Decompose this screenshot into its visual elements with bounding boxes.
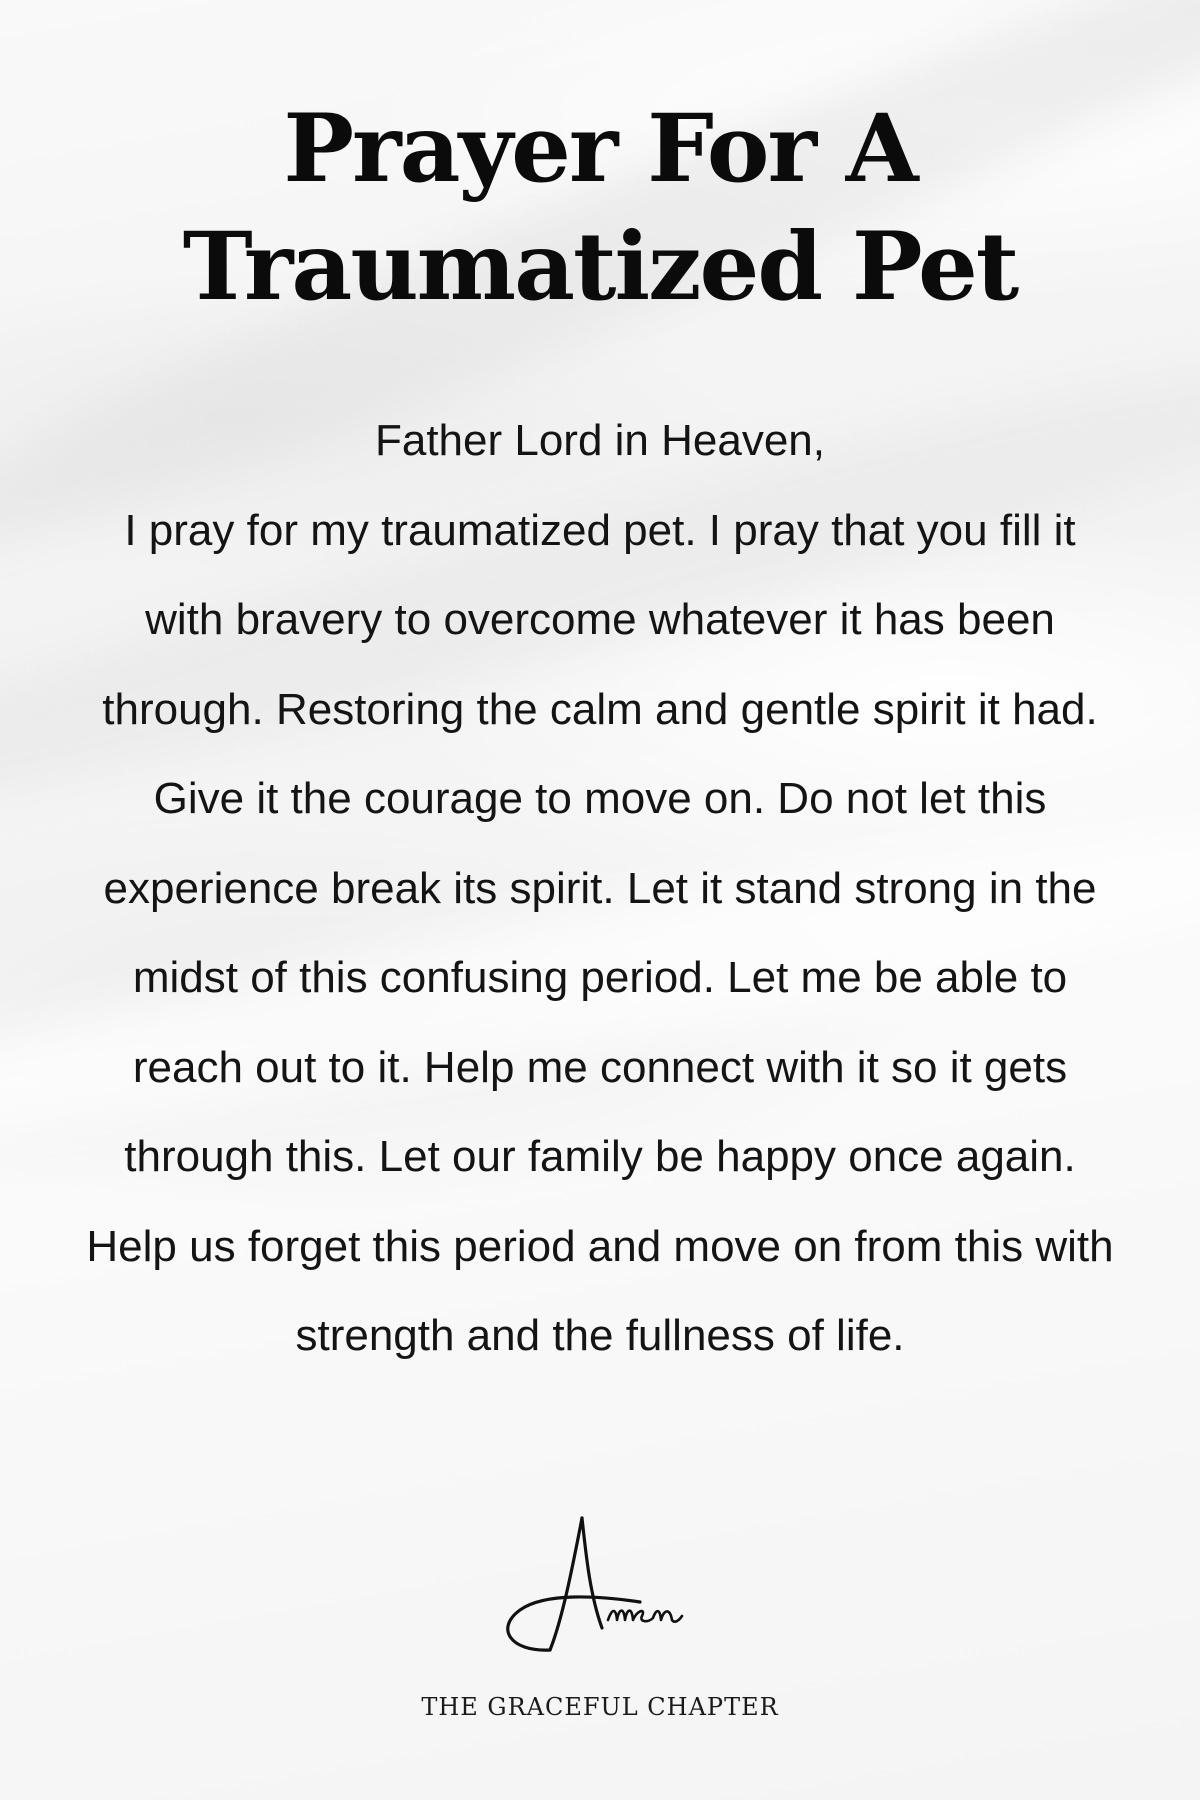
title-line-2: Traumatized Pet [182, 212, 1018, 322]
prayer-text [80, 396, 1120, 1381]
title-line-1: Prayer For A [283, 94, 917, 204]
prayer-body: I pray for my traumatized pet. I pray that you fill it with bravery to overcome whatever it has been through. Restoring the calm and gentle spirit it had. Give it the courage to move on. Do not let this experience break its spirit. Let it stand strong in the midst of this confusing period. Let me be able to reach out to it. Help me connect with it so it gets through this. Let our family be happy once again. Help us forget this period and move on from this with strength and the fullness of life. [86, 505, 1114, 1360]
prayer-greeting: Father Lord in Heaven, [374, 416, 826, 465]
page-title [0, 90, 1200, 326]
brand-footer: THE GRACEFUL CHAPTER [421, 1693, 779, 1721]
amen-signature-icon [490, 1510, 710, 1660]
